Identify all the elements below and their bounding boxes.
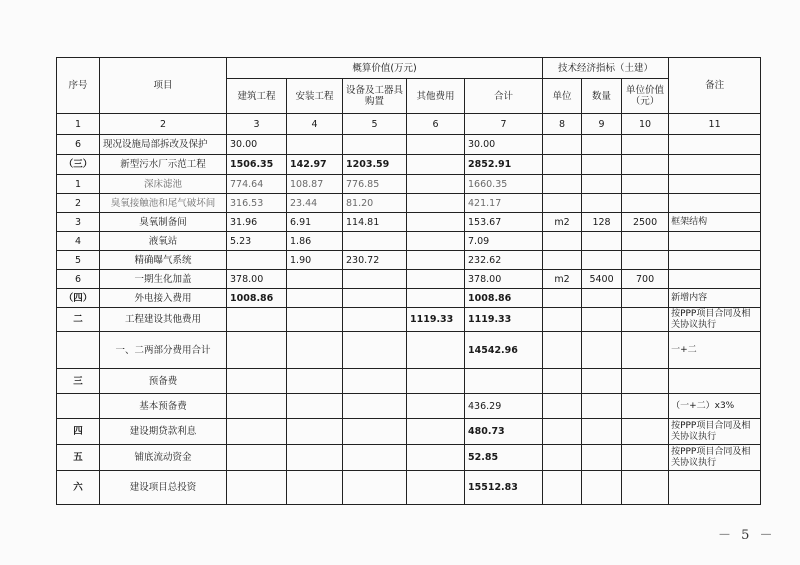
cell-remark: 一+二 xyxy=(669,332,761,369)
cell-installation: 142.97 xyxy=(287,155,343,175)
cell-remark: 按PPP项目合同及相关协议执行 xyxy=(669,445,761,471)
cell-seq: 四 xyxy=(57,419,100,445)
cell-item: 预备费 xyxy=(100,369,227,394)
cell-unit xyxy=(543,175,582,194)
table-row xyxy=(57,419,761,445)
cell-total: 153.67 xyxy=(465,213,543,232)
cell-unit-price xyxy=(622,369,669,394)
cell-equipment xyxy=(343,308,407,332)
cell-total: 421.17 xyxy=(465,194,543,213)
cell-seq: 6 xyxy=(57,135,100,155)
cell-item: 一、二两部分费用合计 xyxy=(100,332,227,369)
cell-total: 436.29 xyxy=(465,394,543,419)
cell-unit xyxy=(543,155,582,175)
cell-remark xyxy=(669,471,761,505)
col-num: 11 xyxy=(669,114,761,135)
cell-unit-price xyxy=(622,308,669,332)
cell-other xyxy=(407,471,465,505)
cell-quantity xyxy=(582,419,622,445)
cell-unit xyxy=(543,232,582,251)
cell-seq: （四） xyxy=(57,289,100,308)
cell-seq: 2 xyxy=(57,194,100,213)
cell-other xyxy=(407,419,465,445)
cell-seq: 3 xyxy=(57,213,100,232)
cell-remark xyxy=(669,369,761,394)
cell-equipment xyxy=(343,419,407,445)
cell-total: 15512.83 xyxy=(465,471,543,505)
cell-other xyxy=(407,445,465,471)
cell-other xyxy=(407,369,465,394)
header-seq: 序号 xyxy=(57,58,100,114)
cell-installation: 6.91 xyxy=(287,213,343,232)
cell-remark xyxy=(669,270,761,289)
table-row xyxy=(57,175,761,194)
cell-item: 臭氧接触池和尾气破坏间 xyxy=(100,194,227,213)
cell-construction: 774.64 xyxy=(227,175,287,194)
cell-seq: 六 xyxy=(57,471,100,505)
cell-equipment xyxy=(343,332,407,369)
cell-construction xyxy=(227,332,287,369)
cell-installation xyxy=(287,289,343,308)
table-row xyxy=(57,232,761,251)
cell-quantity xyxy=(582,394,622,419)
col-num: 6 xyxy=(407,114,465,135)
table-row xyxy=(57,394,761,419)
cell-remark: 框架结构 xyxy=(669,213,761,232)
cell-remark: 按PPP项目合同及相关协议执行 xyxy=(669,419,761,445)
cell-unit-price xyxy=(622,135,669,155)
header-unit: 单位 xyxy=(543,79,582,114)
cell-quantity: 128 xyxy=(582,213,622,232)
cell-total: 1119.33 xyxy=(465,308,543,332)
cell-installation xyxy=(287,394,343,419)
cell-unit-price xyxy=(622,419,669,445)
cell-construction xyxy=(227,251,287,270)
col-num: 8 xyxy=(543,114,582,135)
cell-other: 1119.33 xyxy=(407,308,465,332)
cell-seq xyxy=(57,332,100,369)
cell-other xyxy=(407,394,465,419)
cell-other xyxy=(407,155,465,175)
cell-seq: 三 xyxy=(57,369,100,394)
cell-other xyxy=(407,175,465,194)
table-body xyxy=(57,135,761,505)
col-num: 7 xyxy=(465,114,543,135)
cell-item: 建设期贷款利息 xyxy=(100,419,227,445)
cell-quantity xyxy=(582,289,622,308)
table-row xyxy=(57,332,761,369)
cell-unit-price xyxy=(622,394,669,419)
cell-other xyxy=(407,270,465,289)
cell-remark: （一+二）x3% xyxy=(669,394,761,419)
cell-installation xyxy=(287,332,343,369)
header-quantity: 数量 xyxy=(582,79,622,114)
cell-item: 深床滤池 xyxy=(100,175,227,194)
header-row-1 xyxy=(57,58,761,79)
cell-installation xyxy=(287,471,343,505)
cell-remark xyxy=(669,135,761,155)
cell-quantity xyxy=(582,308,622,332)
cell-construction: 5.23 xyxy=(227,232,287,251)
cell-other xyxy=(407,194,465,213)
cell-remark xyxy=(669,175,761,194)
cell-equipment: 1203.59 xyxy=(343,155,407,175)
cell-other xyxy=(407,289,465,308)
cell-item: 工程建设其他费用 xyxy=(100,308,227,332)
cell-remark: 按PPP项目合同及相关协议执行 xyxy=(669,308,761,332)
cell-unit xyxy=(543,194,582,213)
cell-unit-price xyxy=(622,251,669,270)
cell-unit xyxy=(543,445,582,471)
cell-equipment xyxy=(343,270,407,289)
cell-item: 外电接入费用 xyxy=(100,289,227,308)
cell-installation xyxy=(287,308,343,332)
cell-equipment: 776.85 xyxy=(343,175,407,194)
cell-quantity xyxy=(582,445,622,471)
cell-total: 1008.86 xyxy=(465,289,543,308)
cell-construction xyxy=(227,369,287,394)
cell-construction xyxy=(227,471,287,505)
col-num: 2 xyxy=(100,114,227,135)
header-other: 其他费用 xyxy=(407,79,465,114)
cell-unit-price xyxy=(622,445,669,471)
cell-installation xyxy=(287,369,343,394)
cell-equipment xyxy=(343,232,407,251)
header-construction: 建筑工程 xyxy=(227,79,287,114)
cell-construction: 1506.35 xyxy=(227,155,287,175)
cell-seq: 4 xyxy=(57,232,100,251)
cell-unit: m2 xyxy=(543,270,582,289)
cell-installation xyxy=(287,419,343,445)
table-row xyxy=(57,445,761,471)
cell-item: 基本预备费 xyxy=(100,394,227,419)
cell-construction: 316.53 xyxy=(227,194,287,213)
cell-item: 精确曝气系统 xyxy=(100,251,227,270)
cell-unit-price: 700 xyxy=(622,270,669,289)
cell-remark: 新增内容 xyxy=(669,289,761,308)
cell-construction xyxy=(227,419,287,445)
cell-quantity xyxy=(582,471,622,505)
header-item: 项目 xyxy=(100,58,227,114)
cell-item: 液氧站 xyxy=(100,232,227,251)
cell-unit xyxy=(543,332,582,369)
cell-total: 2852.91 xyxy=(465,155,543,175)
page-number: － 5 － xyxy=(718,528,776,543)
cell-unit-price xyxy=(622,155,669,175)
header-budget-group: 概算价值(万元) xyxy=(227,58,543,79)
cell-item: 铺底流动资金 xyxy=(100,445,227,471)
cell-other xyxy=(407,232,465,251)
cell-unit-price xyxy=(622,232,669,251)
col-num: 5 xyxy=(343,114,407,135)
cell-quantity xyxy=(582,369,622,394)
cell-quantity xyxy=(582,232,622,251)
table-row xyxy=(57,289,761,308)
cell-total: 14542.96 xyxy=(465,332,543,369)
cell-construction xyxy=(227,394,287,419)
col-num: 3 xyxy=(227,114,287,135)
cell-seq: 二 xyxy=(57,308,100,332)
table-row xyxy=(57,471,761,505)
cell-installation xyxy=(287,135,343,155)
cell-equipment xyxy=(343,289,407,308)
cell-total: 52.85 xyxy=(465,445,543,471)
cell-quantity xyxy=(582,194,622,213)
cell-item: 一期生化加盖 xyxy=(100,270,227,289)
cell-remark xyxy=(669,155,761,175)
cell-equipment: 230.72 xyxy=(343,251,407,270)
cell-quantity: 5400 xyxy=(582,270,622,289)
cell-other xyxy=(407,251,465,270)
cell-construction: 30.00 xyxy=(227,135,287,155)
col-num: 1 xyxy=(57,114,100,135)
col-num: 9 xyxy=(582,114,622,135)
column-number-row xyxy=(57,114,761,135)
cell-installation xyxy=(287,270,343,289)
cell-unit xyxy=(543,289,582,308)
cell-equipment xyxy=(343,135,407,155)
cell-remark xyxy=(669,251,761,270)
table-row xyxy=(57,308,761,332)
table-row xyxy=(57,194,761,213)
cell-equipment: 81.20 xyxy=(343,194,407,213)
cell-quantity xyxy=(582,251,622,270)
cell-total xyxy=(465,369,543,394)
cell-equipment xyxy=(343,445,407,471)
cell-construction xyxy=(227,445,287,471)
cell-equipment: 114.81 xyxy=(343,213,407,232)
cell-quantity xyxy=(582,175,622,194)
cell-unit xyxy=(543,471,582,505)
cell-equipment xyxy=(343,471,407,505)
cell-total: 7.09 xyxy=(465,232,543,251)
cell-unit xyxy=(543,369,582,394)
cell-total: 378.00 xyxy=(465,270,543,289)
cell-quantity xyxy=(582,155,622,175)
col-num: 4 xyxy=(287,114,343,135)
cell-installation: 1.90 xyxy=(287,251,343,270)
cell-seq: （三） xyxy=(57,155,100,175)
cell-unit xyxy=(543,135,582,155)
cell-equipment xyxy=(343,394,407,419)
cell-equipment xyxy=(343,369,407,394)
cell-unit xyxy=(543,419,582,445)
cell-quantity xyxy=(582,332,622,369)
cell-installation: 108.87 xyxy=(287,175,343,194)
cell-quantity xyxy=(582,135,622,155)
cell-other xyxy=(407,332,465,369)
cell-seq: 五 xyxy=(57,445,100,471)
cell-unit-price: 2500 xyxy=(622,213,669,232)
cell-other xyxy=(407,213,465,232)
cell-total: 480.73 xyxy=(465,419,543,445)
cell-unit-price xyxy=(622,289,669,308)
cell-construction: 378.00 xyxy=(227,270,287,289)
cell-construction: 31.96 xyxy=(227,213,287,232)
cell-unit xyxy=(543,251,582,270)
cell-total: 30.00 xyxy=(465,135,543,155)
cell-installation xyxy=(287,445,343,471)
cell-construction: 1008.86 xyxy=(227,289,287,308)
cell-other xyxy=(407,135,465,155)
table-row xyxy=(57,270,761,289)
table-row xyxy=(57,369,761,394)
cell-installation: 1.86 xyxy=(287,232,343,251)
table-row xyxy=(57,135,761,155)
header-remark: 备注 xyxy=(669,58,761,114)
header-tech-group: 技术经济指标（土建） xyxy=(543,58,669,79)
cell-unit xyxy=(543,308,582,332)
table-row xyxy=(57,213,761,232)
cell-seq: 6 xyxy=(57,270,100,289)
col-num: 10 xyxy=(622,114,669,135)
header-equipment: 设备及工器具购置 xyxy=(343,79,407,114)
cell-seq: 5 xyxy=(57,251,100,270)
cell-unit-price xyxy=(622,194,669,213)
cell-item: 建设项目总投资 xyxy=(100,471,227,505)
table-row xyxy=(57,155,761,175)
header-total: 合计 xyxy=(465,79,543,114)
cell-total: 1660.35 xyxy=(465,175,543,194)
cell-item: 现况设施局部拆改及保护 xyxy=(100,135,227,155)
cell-seq: 1 xyxy=(57,175,100,194)
cell-remark xyxy=(669,194,761,213)
cell-item: 新型污水厂示范工程 xyxy=(100,155,227,175)
cell-remark xyxy=(669,232,761,251)
table-row xyxy=(57,251,761,270)
header-unit-price: 单位价值（元） xyxy=(622,79,669,114)
cell-unit xyxy=(543,394,582,419)
cell-construction xyxy=(227,308,287,332)
cell-unit-price xyxy=(622,332,669,369)
cell-unit-price xyxy=(622,471,669,505)
header-installation: 安装工程 xyxy=(287,79,343,114)
cell-installation: 23.44 xyxy=(287,194,343,213)
cell-seq xyxy=(57,394,100,419)
cell-total: 232.62 xyxy=(465,251,543,270)
cell-unit-price xyxy=(622,175,669,194)
budget-estimate-table xyxy=(56,57,761,505)
cell-item: 臭氧制备间 xyxy=(100,213,227,232)
cell-unit: m2 xyxy=(543,213,582,232)
